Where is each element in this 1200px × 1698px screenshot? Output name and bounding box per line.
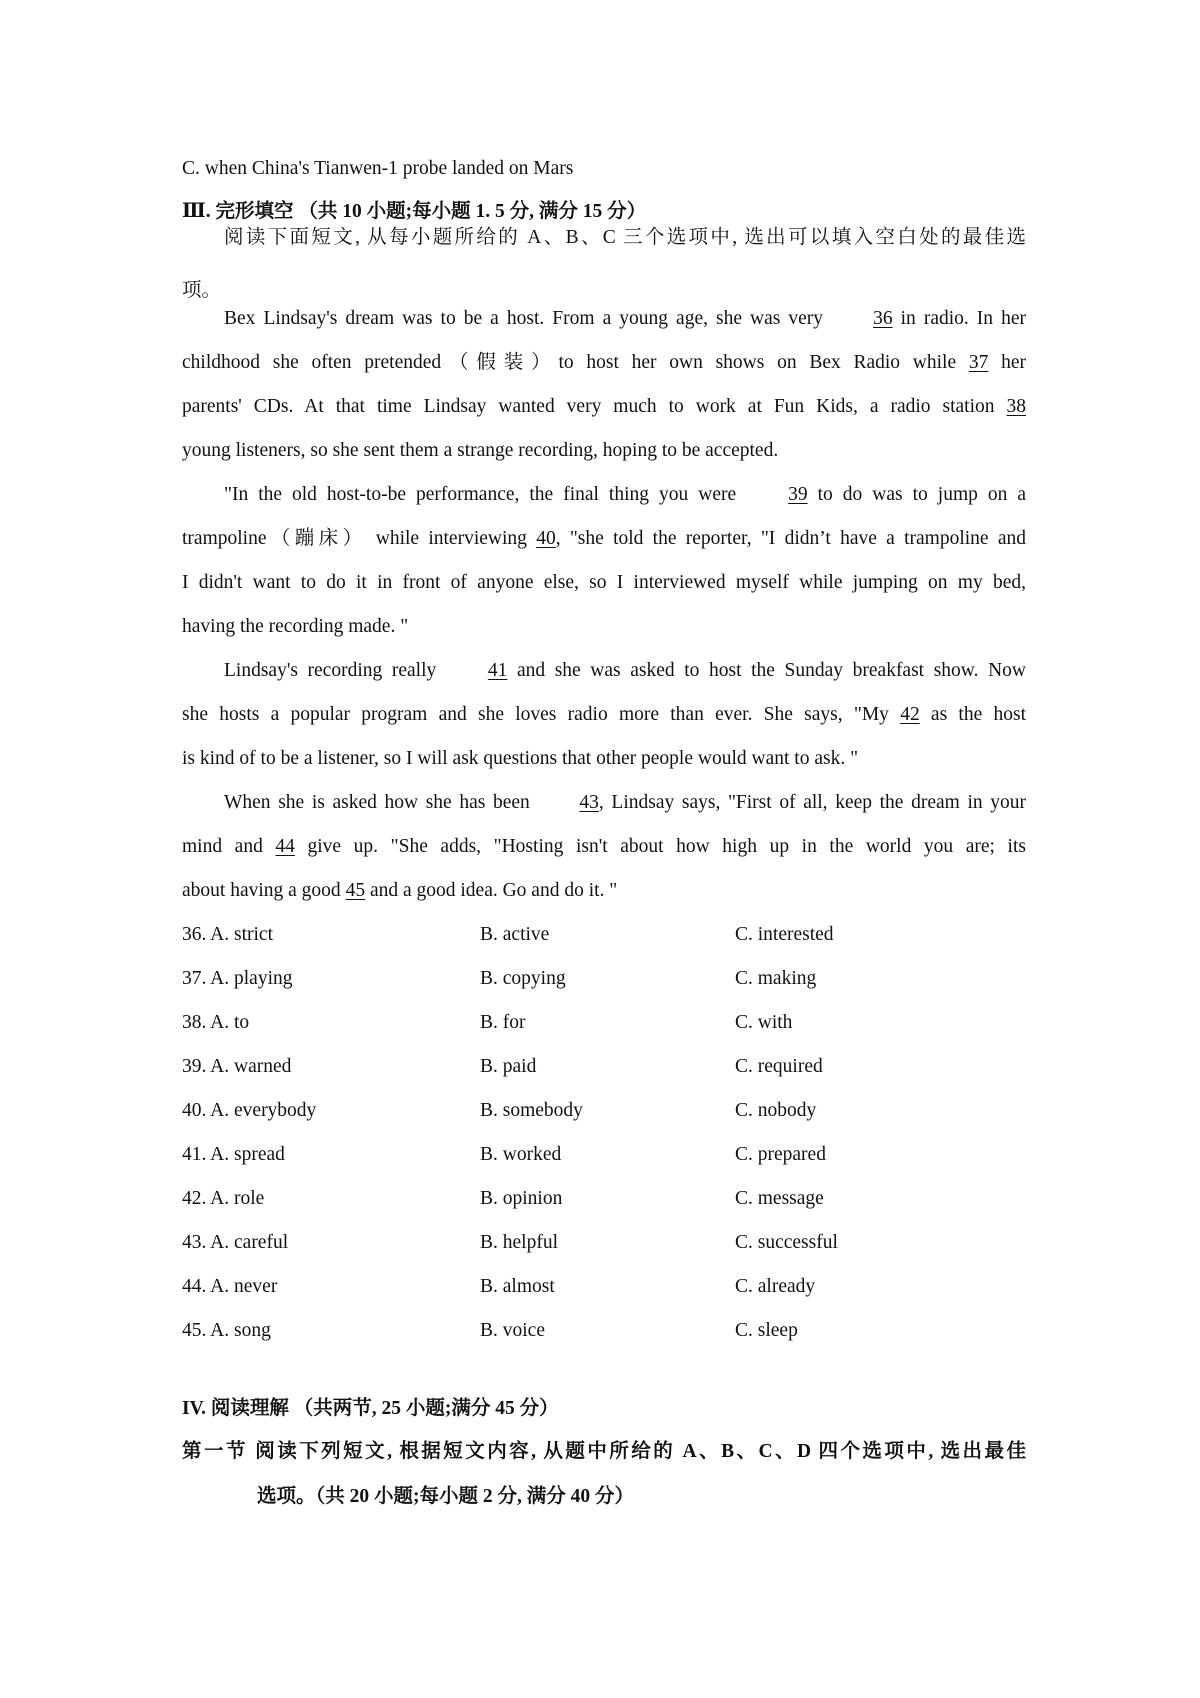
section-4-part-1-instruction (182, 1430, 1026, 1474)
option-a: 44. A. never (182, 1276, 278, 1297)
text: and a good idea. Go and do it. " (365, 880, 618, 901)
option-row-43 (182, 1221, 1082, 1265)
text: mind and (182, 836, 276, 857)
option-a: 43. A. careful (182, 1232, 289, 1253)
option-c: C. sleep (735, 1320, 798, 1341)
text: trampoline（蹦床） while interviewing (182, 528, 537, 549)
text: Bex Lindsay's dream was to be a host. From a young age, she was very (224, 308, 832, 329)
option-a: 45. A. song (182, 1320, 271, 1341)
option-row-39 (182, 1045, 1082, 1089)
text: childhood she often pretended（假装）to host her own shows on Bex Radio while (182, 352, 969, 373)
blank-39: 39 (788, 484, 808, 505)
instruction-line-2: 项。 (182, 280, 222, 301)
passage-p1-line-4: young listeners, so she sent them a strange recording, hoping to be accepted. (182, 440, 779, 461)
option-row-40 (182, 1089, 1082, 1133)
passage-p3-line-3: is kind of to be a listener, so I will ask questions that other people would want to ask. " (182, 748, 859, 769)
option-a: 39. A. warned (182, 1056, 292, 1077)
blank-43: 43 (579, 792, 599, 813)
text: to do was to jump on a (807, 484, 1027, 505)
option-a: 41. A. spread (182, 1144, 285, 1165)
passage-p1-line-3 (182, 385, 1026, 429)
passage-p1-line-1 (182, 297, 1026, 341)
text: , Lindsay says, "First of all, keep the dream in your (598, 792, 1026, 813)
text: and she was asked to host the Sunday breakfast show. Now (507, 660, 1026, 681)
option-row-36 (182, 913, 1082, 957)
instruction-line-1: 阅读下面短文, 从每小题所给的 A、B、C 三个选项中, 选出可以填入空白处的最佳选 (224, 227, 1026, 248)
passage-p4-line-3 (182, 869, 1026, 913)
option-b: B. active (480, 924, 550, 945)
option-c: C. successful (735, 1232, 838, 1253)
option-a: 36. A. strict (182, 924, 273, 945)
text: about having a good (182, 880, 346, 901)
section-3-heading: Ⅲ. 完形填空 （共 10 小题;每小题 1. 5 分, 满分 15 分） (182, 201, 647, 222)
passage-p1-line-2 (182, 341, 1026, 385)
section-4-heading: IV. 阅读理解 （共两节, 25 小题;满分 45 分） (182, 1398, 559, 1419)
option-b: B. worked (480, 1144, 562, 1165)
blank-37: 37 (968, 352, 989, 373)
text: When she is asked how she has been (224, 792, 538, 813)
blank-44: 44 (275, 836, 295, 857)
passage-p2-line-3: I didn't want to do it in front of anyone else, so I interviewed myself while jumping on my bed, (182, 572, 1026, 593)
option-c: C. nobody (735, 1100, 817, 1121)
passage-p2-line-1 (182, 473, 1026, 517)
option-row-37 (182, 957, 1082, 1001)
option-c: C. already (735, 1276, 816, 1297)
previous-option-c: C. when China's Tianwen-1 probe landed on Mars (182, 158, 574, 179)
blank-38: 38 (1006, 396, 1026, 417)
passage-p3-line-1 (182, 649, 1026, 693)
passage-p2-line-4: having the recording made. " (182, 616, 409, 637)
option-b: B. almost (480, 1276, 555, 1297)
option-b: B. paid (480, 1056, 537, 1077)
option-a: 42. A. role (182, 1188, 265, 1209)
option-a: 38. A. to (182, 1012, 250, 1033)
blank-36: 36 (873, 308, 893, 329)
option-c: C. making (735, 968, 817, 989)
option-row-44 (182, 1265, 1082, 1309)
option-row-41 (182, 1133, 1082, 1177)
text: her (988, 352, 1026, 373)
blank-45: 45 (345, 880, 366, 901)
option-c: C. message (735, 1188, 824, 1209)
option-row-45 (182, 1309, 1082, 1353)
option-a: 40. A. everybody (182, 1100, 317, 1121)
option-b: B. opinion (480, 1188, 563, 1209)
text: , "she told the reporter, "I didn’t have a trampoline and (555, 528, 1026, 549)
section-3-instruction (182, 216, 1026, 260)
option-c: C. prepared (735, 1144, 826, 1165)
option-c: C. required (735, 1056, 823, 1077)
option-b: B. somebody (480, 1100, 583, 1121)
text: Lindsay's recording really (224, 660, 446, 681)
text: she hosts a popular program and she loves radio more than ever. She says, "My (182, 704, 901, 725)
text: parents' CDs. At that time Lindsay wanted very much to work at Fun Kids, a radio station (182, 396, 1007, 417)
option-row-38 (182, 1001, 1082, 1045)
option-a: 37. A. playing (182, 968, 293, 989)
text: give up. "She adds, "Hosting isn't about how high up in the world you are; its (294, 836, 1026, 857)
passage-p3-line-2 (182, 693, 1026, 737)
text: in radio. In her (892, 308, 1026, 329)
blank-42: 42 (900, 704, 920, 725)
blank-41: 41 (487, 660, 508, 681)
option-b: B. copying (480, 968, 566, 989)
part-1-line-1: 第一节 阅读下列短文, 根据短文内容, 从题中所给的 A、B、C、D 四个选项中, 选出最佳 (182, 1441, 1026, 1462)
blank-40: 40 (536, 528, 556, 549)
text: as the host (919, 704, 1026, 725)
option-row-42 (182, 1177, 1082, 1221)
option-b: B. for (480, 1012, 526, 1033)
passage-p4-line-1 (182, 781, 1026, 825)
option-c: C. with (735, 1012, 793, 1033)
option-c: C. interested (735, 924, 834, 945)
passage-p2-line-2 (182, 517, 1026, 561)
text: "In the old host-to-be performance, the final thing you were (224, 484, 747, 505)
option-b: B. helpful (480, 1232, 558, 1253)
part-1-line-2: 选项。（共 20 小题;每小题 2 分, 满分 40 分） (257, 1486, 634, 1507)
option-b: B. voice (480, 1320, 545, 1341)
passage-p4-line-2 (182, 825, 1026, 869)
